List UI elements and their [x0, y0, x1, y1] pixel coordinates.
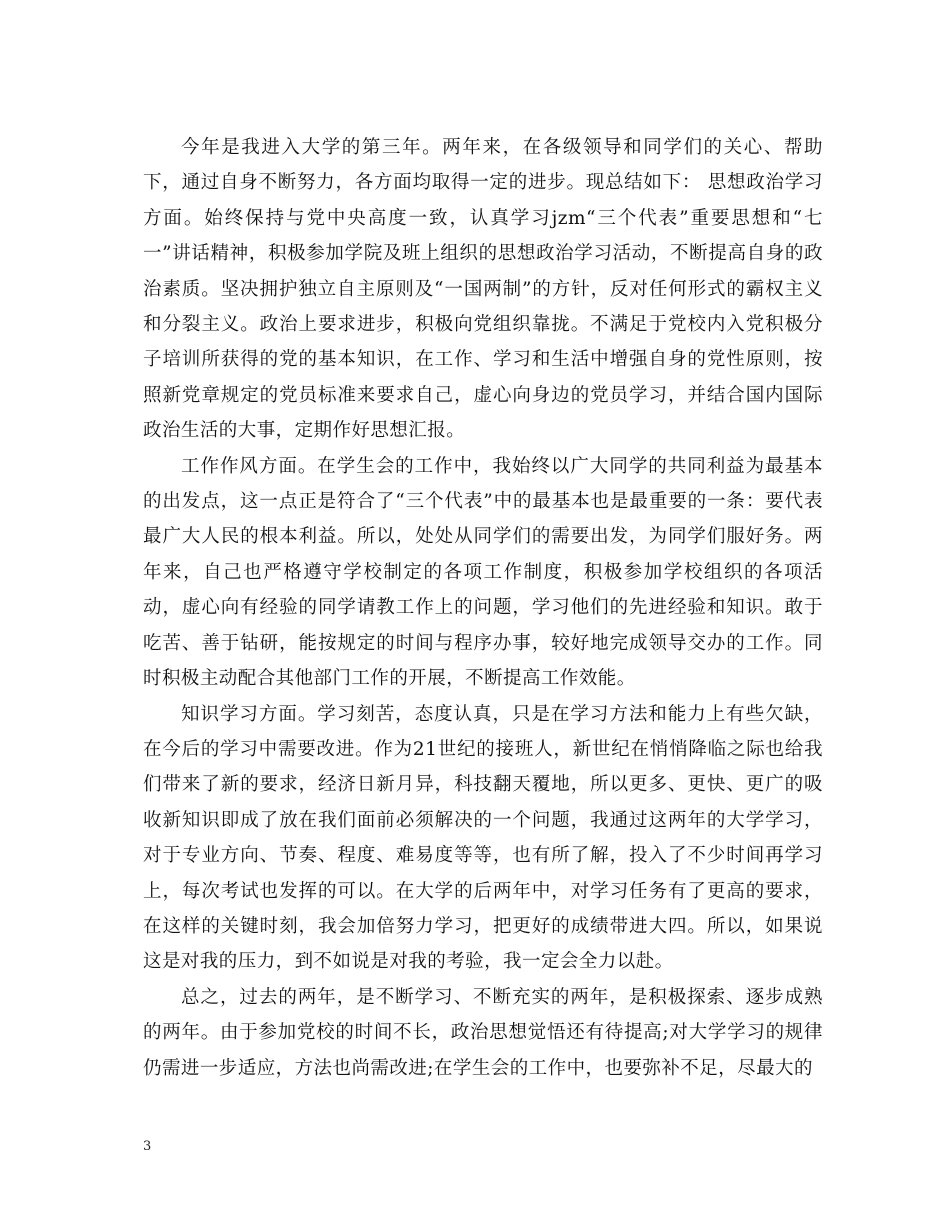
paragraph-knowledge-study: 知识学习方面。学习刻苦，态度认真，只是在学习方法和能力上有些欠缺，在今后的学习中需要改进。作为21世纪的接班人，新世纪在悄悄降临之际也给我们带来了新的要求，经济日新月异，科技翻天覆地，所以更多、更快、更广的吸收新知识即成了放在我们面前必须解决的一个问题，我通过这两年的大学学习，对于专业方向、节奏、程度、难易度等等，也有所了解，投入了不少时间再学习上，每次考试也发挥的可以。在大学的后两年中，对学习任务有了更高的要求，在这样的关键时刻，我会加倍努力学习，把更好的成绩带进大四。所以，如果说这是对我的压力，到不如说是对我的考验，我一定会全力以赴。 — [143, 703, 823, 973]
paragraph-work-style: 工作作风方面。在学生会的工作中，我始终以广大同学的共同利益为最基本的出发点，这一点正是符合了“三个代表”中的最基本也是最重要的一条：要代表最广大人民的根本利益。所以，处处从同学们的需要出发，为同学们服好务。两年来，自己也严格遵守学校制定的各项工作制度，积极参加学校组织的各项活动，虚心向有经验的同学请教工作上的问题，学习他们的先进经验和知识。敢于吃苦、善于钻研，能按规定的时间与程序办事，较好地完成领导交办的工作。同时积极主动配合其他部门工作的开展，不断提高工作效能。 — [143, 455, 823, 690]
paragraph-political-study: 今年是我进入大学的第三年。两年来，在各级领导和同学们的关心、帮助下，通过自身不断努力，各方面均取得一定的进步。现总结如下： 思想政治学习方面。始终保持与党中央高度一致，认真学习jzm“三个代表”重要思想和“七一”讲话精神，积极参加学院及班上组织的思想政治学习活动，不断提高自身的政治素质。坚决拥护独立自主原则及“一国两制”的方针，反对任何形式的霸权主义和分裂主义。政治上要求进步，积极向党组织靠拢。不满足于党校内入党积极分子培训所获得的党的基本知识，在工作、学习和生活中增强自身的党性原则，按照新党章规定的党员标准来要求自己，虚心向身边的党员学习，并结合国内国际政治生活的大事，定期作好思想汇报。 — [143, 137, 823, 442]
page-number: 3 — [143, 1139, 152, 1154]
document-body — [143, 130, 823, 1086]
paragraph-summary: 总之，过去的两年，是不断学习、不断充实的两年，是积极探索、逐步成熟的两年。由于参加党校的时间不长，政治思想觉悟还有待提高;对大学学习的规律仍需进一步适应，方法也尚需改进;在学生会的工作中，也要弥补不足，尽最大的 — [143, 986, 823, 1079]
